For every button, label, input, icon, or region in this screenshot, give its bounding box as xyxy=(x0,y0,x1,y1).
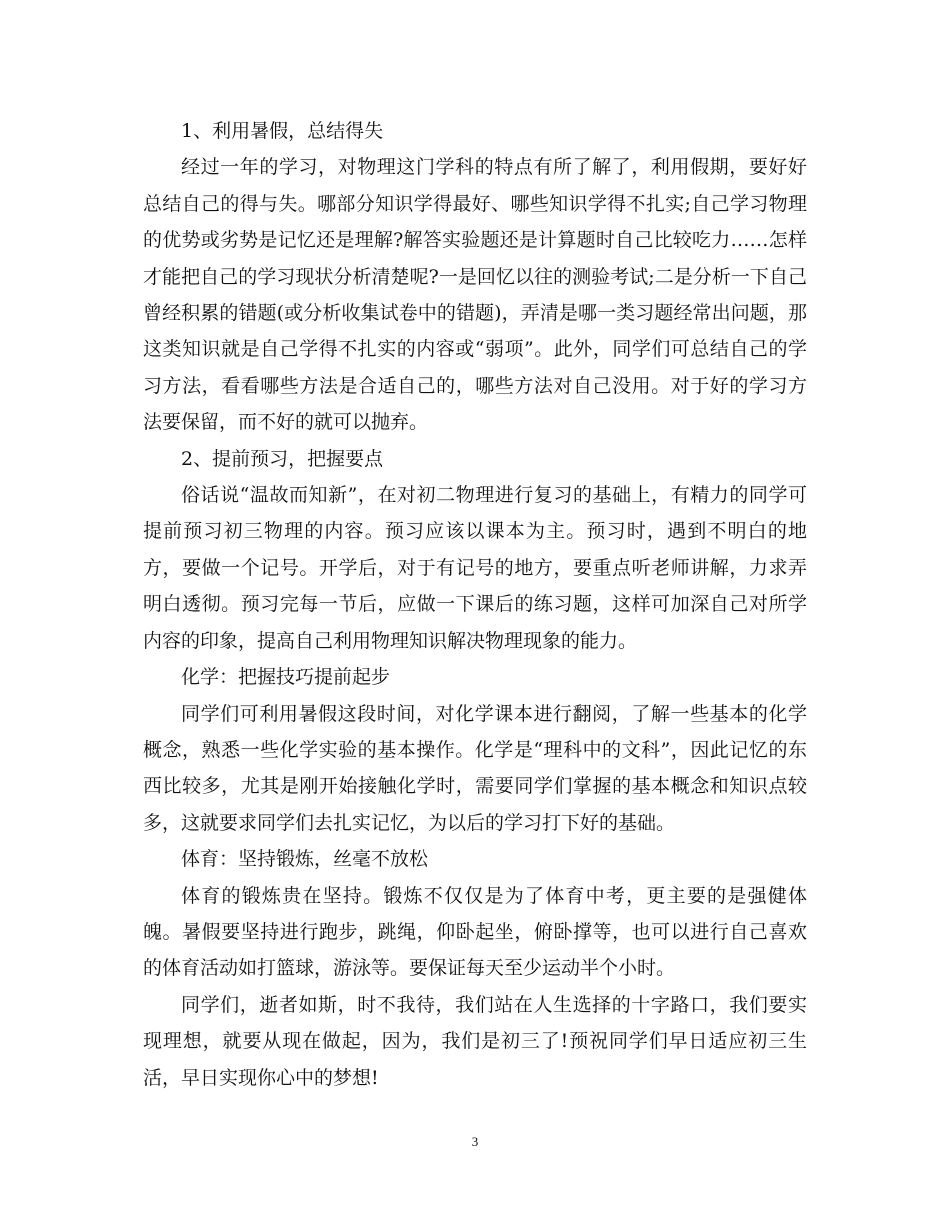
heading-chemistry: 化学：把握技巧提前起步 xyxy=(181,666,391,689)
paragraph-pe: 体育的锻炼贵在坚持。锻炼不仅仅是为了体育中考，更主要的是强健体魄。暑假要坚持进行跑步，跳绳，仰卧起坐，俯卧撑等，也可以进行自己喜欢的体育活动如打篮球，游泳等。要保证每天至少运动半个小时。 xyxy=(143,884,807,980)
heading-physics-review: 1、利用暑假，总结得失 xyxy=(181,120,384,142)
heading-pe: 体育：坚持锻炼，丝毫不放松 xyxy=(181,848,429,871)
paragraph-chemistry: 同学们可利用暑假这段时间，对化学课本进行翻阅，了解一些基本的化学概念，熟悉一些化学实验的基本操作。化学是“理科中的文科”，因此记忆的东西比较多，尤其是刚开始接触化学时，需要同学们掌握的基本概念和知识点较多，这就要求同学们去扎实记忆，为以后的学习打下好的基础。 xyxy=(143,702,807,834)
document-body xyxy=(143,113,807,1096)
paragraph-physics-review: 经过一年的学习，对物理这门学科的特点有所了解了，利用假期，要好好总结自己的得与失。哪部分知识学得最好、哪些知识学得不扎实;自己学习物理的优势或劣势是记忆还是理解?解答实验题还是计算题时自己比较吃力……怎样才能把自己的学习现状分析清楚呢?一是回忆以往的测验考试;二是分析一下自己曾经积累的错题(或分析收集试卷中的错题)，弄清是哪一类习题经常出问题，那这类知识就是自己学得不扎实的内容或“弱项”。此外，同学们可总结自己的学习方法，看看哪些方法是合适自己的，哪些方法对自己没用。对于好的学习方法要保留，而不好的就可以抛弃。 xyxy=(143,156,807,434)
paragraph-conclusion: 同学们，逝者如斯，时不我待，我们站在人生选择的十字路口，我们要实现理想，就要从现在做起，因为，我们是初三了!预祝同学们早日适应初三生活，早日实现你心中的梦想! xyxy=(143,993,807,1089)
heading-physics-preview: 2、提前预习，把握要点 xyxy=(181,447,384,470)
paragraph-physics-preview: 俗话说“温故而知新”，在对初二物理进行复习的基础上，有精力的同学可提前预习初三物理的内容。预习应该以课本为主。预习时，遇到不明白的地方，要做一个记号。开学后，对于有记号的地方，要重点听老师讲解，力求弄明白透彻。预习完每一节后，应做一下课后的练习题，这样可加深自己对所学内容的印象，提高自己利用物理知识解决物理现象的能力。 xyxy=(143,484,807,652)
page-number: 3 xyxy=(471,1134,479,1149)
